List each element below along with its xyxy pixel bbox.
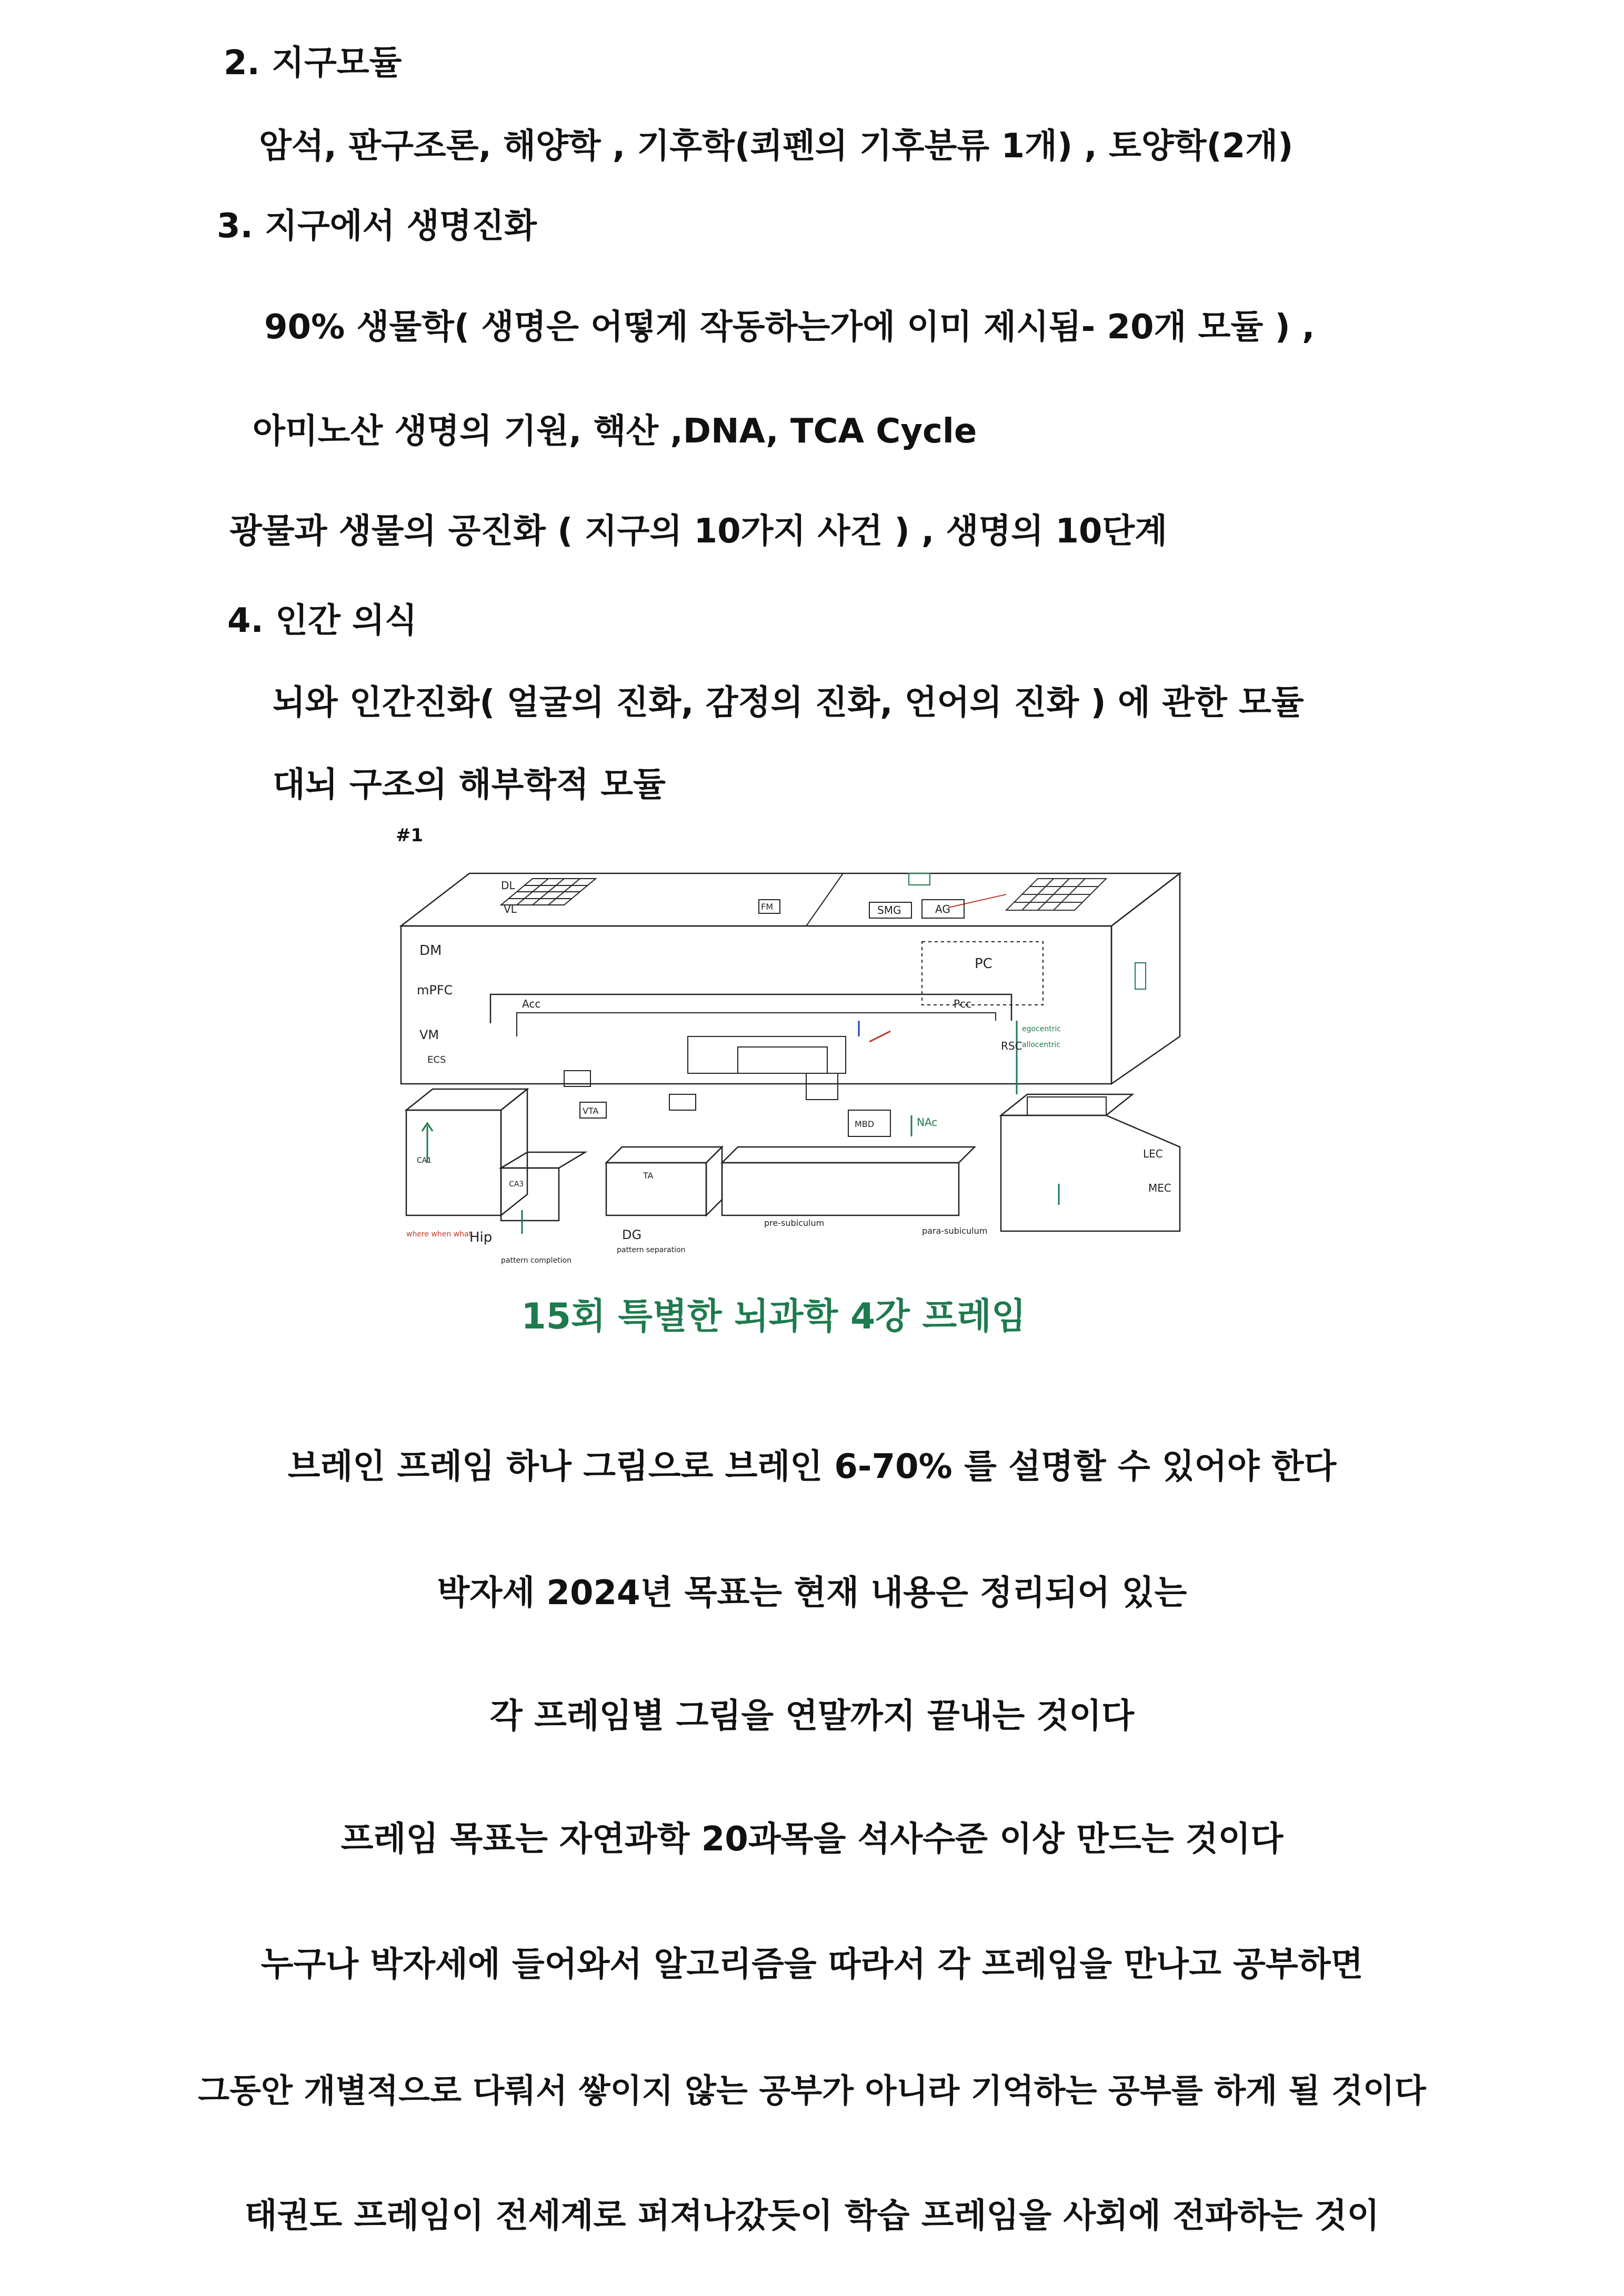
label-ca3: CA3 — [509, 1180, 524, 1189]
label-dl: DL — [501, 879, 515, 892]
paragraph-3: 각 프레임별 그림을 연말까지 끝내는 것이다 — [489, 1697, 1135, 1736]
label-pattern-separation: pattern separation — [617, 1246, 686, 1254]
label-where-when-what: where when what — [406, 1230, 472, 1238]
label-hip: Hip — [469, 1230, 493, 1245]
basal-ganglia-box — [688, 1036, 846, 1073]
label-nac: NAc — [917, 1116, 938, 1129]
section-3-body-3: 광물과 생물의 공진화 ( 지구의 10가지 사건 ) , 생명의 10단계 — [229, 512, 1168, 551]
cingulate-path — [490, 994, 1011, 1023]
hippocampus-block — [406, 1089, 585, 1221]
section-4-body-1: 뇌와 인간진화( 얼굴의 진화, 감정의 진화, 언어의 진화 ) 에 관한 모듈 — [273, 683, 1304, 722]
section-2-body: 암석, 판구조론, 해양학 , 기후학(쾨펜의 기후분류 1개) , 토양학(2개) — [259, 127, 1294, 166]
label-pc: PC — [975, 956, 993, 972]
section-2-heading: 2. 지구모듈 — [224, 44, 402, 83]
label-fm: FM — [761, 902, 774, 912]
label-vl: VL — [504, 903, 517, 915]
section-3-body-2: 아미노산 생명의 기원, 핵산 ,DNA, TCA Cycle — [253, 412, 977, 451]
green-marker-side — [1135, 963, 1146, 989]
label-lec: LEC — [1143, 1147, 1163, 1160]
pc-box — [922, 942, 1043, 1005]
label-vm: VM — [419, 1028, 439, 1042]
label-smg: SMG — [877, 904, 901, 917]
paragraph-7: 태권도 프레임이 전세계로 퍼져나갔듯이 학습 프레임을 사회에 전파하는 것이 — [244, 2197, 1380, 2235]
subiculum-block — [722, 1147, 975, 1215]
section-4-body-2: 대뇌 구조의 해부학적 모듈 — [273, 766, 666, 804]
label-dm: DM — [419, 943, 442, 959]
cingulate-inner-path — [517, 1013, 996, 1036]
green-marker-top — [909, 873, 930, 885]
section-4-heading: 4. 인간 의식 — [227, 601, 417, 640]
small-box — [806, 1073, 838, 1100]
gp-box — [669, 1094, 696, 1110]
figure-number: #1 — [396, 825, 424, 846]
label-ag: AG — [935, 903, 950, 915]
label-pre-subiculum: pre-subiculum — [764, 1218, 825, 1228]
entorhinal-block — [1001, 1094, 1180, 1231]
label-ecs: ECS — [427, 1054, 446, 1065]
paragraph-1: 브레인 프레임 하나 그림으로 브레인 6-70% 를 설명할 수 있어야 한다 — [287, 1447, 1337, 1486]
red-neuron — [869, 1031, 890, 1042]
paragraph-6: 그동안 개별적으로 다뤄서 쌓이지 않는 공부가 아니라 기억하는 공부를 하게 될 것이다 — [198, 2071, 1426, 2110]
brain-frame-drawing — [396, 863, 1185, 1289]
label-mbd: MBD — [855, 1119, 875, 1129]
section-3-body-1: 90% 생물학( 생명은 어떻게 작동하는가에 이미 제시됨- 20개 모듈 ) , — [264, 308, 1315, 347]
label-acc: Acc — [522, 998, 541, 1010]
label-pcc: Pcc — [954, 998, 972, 1010]
paragraph-4: 프레임 목표는 자연과학 20과목을 석사수준 이상 만드는 것이다 — [340, 1820, 1284, 1859]
label-mpfc: mPFC — [417, 983, 453, 998]
dl-grid — [501, 879, 596, 905]
label-ca1: CA1 — [417, 1156, 432, 1165]
thalamus-box — [738, 1047, 827, 1073]
label-vta: VTA — [583, 1106, 599, 1116]
label-mec: MEC — [1148, 1182, 1171, 1194]
label-ta: TA — [643, 1171, 654, 1181]
label-rsc: RSC — [1001, 1040, 1022, 1052]
section-3-heading: 3. 지구에서 생명진화 — [217, 207, 537, 246]
dg-block — [606, 1147, 722, 1215]
right-grid — [948, 879, 1106, 910]
label-egocentric: egocentric — [1022, 1025, 1061, 1033]
label-para-subiculum: para-subiculum — [922, 1226, 988, 1236]
paragraph-5: 누구나 박자세에 들어와서 알고리즘을 따라서 각 프레임을 만나고 공부하면 — [260, 1945, 1364, 1984]
paragraph-2: 박자세 2024년 목표는 현재 내용은 정리되어 있는 — [437, 1574, 1187, 1613]
central-sulcus-line — [806, 873, 843, 926]
figure-caption: 15회 특별한 뇌과학 4강 프레임 — [521, 1296, 1026, 1337]
label-dg: DG — [622, 1227, 642, 1242]
label-allocentric: allocentric — [1022, 1041, 1060, 1049]
label-pattern-completion: pattern completion — [501, 1256, 572, 1265]
